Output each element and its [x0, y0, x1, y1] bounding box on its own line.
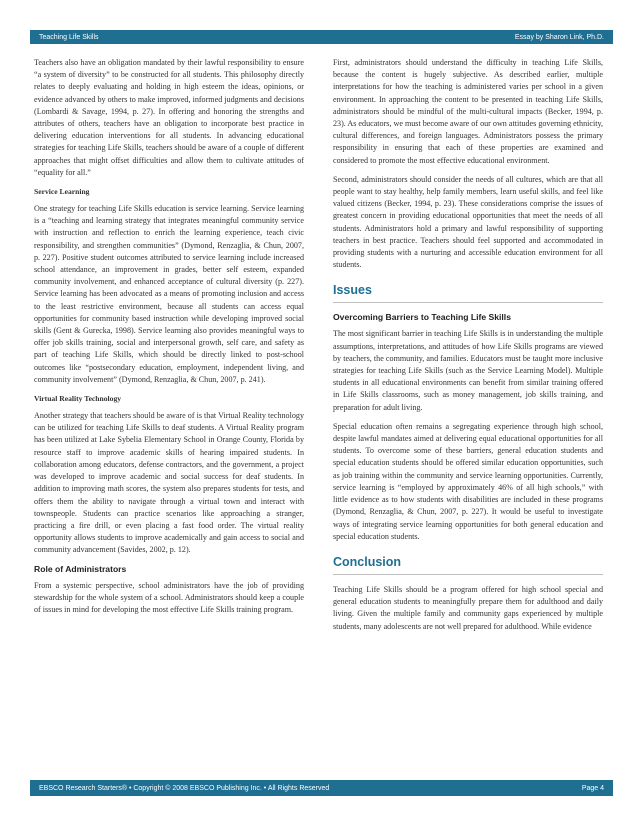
copyright-notice: EBSCO Research Starters® • Copyright © 2008 EBSCO Publishing Inc. • All Rights Reserved [39, 784, 330, 792]
major-heading-conclusion: Conclusion [333, 554, 402, 569]
divider [333, 302, 603, 303]
paragraph: Another strategy that teachers should be aware of is that Virtual Reality technology can be utilized for teaching Life Skills to deaf students. A Virtual Reality program has been utilized at Lake Sybelia Elementary School in Orange County, Florida by resource staff to improve academic skills of hearing impaired students. In collaboration among educators, defense contractors, and the government, a project was developed to improve academic and social success for deaf students. In addition to improving math scores, the system also prepares students for tests, and offers them the ability to navigate through a virtual town and interact with townspeople. Students can practice scenarios like approaching a stranger, practicing a fire drill, or even placing a fast food order. The virtual reality opportunity allows students to improve academically and gain access to social and community advancement (Savides, 2002, p. 12). [34, 411, 304, 555]
paragraph: Teaching Life Skills should be a program offered for high school special and general education students to meaningfully prepare them for adulthood and daily living. Given the multiple family and community gaps experienced by multiple students, many adolescents are not well prepared for adulthood. While evidence [333, 584, 603, 631]
paragraph: One strategy for teaching Life Skills education is service learning. Service learning is a “teaching and learning strategy that integrates meaningful community service with instruction and reflection to enrich the learning experience, teach civic responsibility, and strengthen communities” (Dymond, Renzaglia, & Chun, 2007, p. 227). Positive student outcomes attributed to service learning include increased school attendance, an improvement in grades, better self esteem, expanded community involvement, and enhanced acceptance of cultural diversity (p. 227). Service learning has been advocated as a means of promoting inclusion and access to the least restrictive environment, because all students can access equal opportunities for community based instruction while developing improved social skills (Gent & Gurecka, 1998). Service learning also provides meaningful ways to offer job skills training, social and interpersonal growth, self care, and safety as part of teaching Life Skills, which should be directly linked to post-school outcomes like “postsecondary education, employment, independent living, and community involvement” (Dymond, Renzaglia, & Chun, 2007, p. 241). [34, 204, 304, 384]
section-heading-administrators: Role of Administrators [34, 563, 127, 574]
header-author: Essay by Sharon Link, Ph.D. [514, 33, 604, 41]
header-title: Teaching Life Skills [39, 33, 99, 41]
page-number: Page 4 [581, 784, 604, 792]
section-heading-service-learning: Service Learning [34, 187, 90, 197]
left-column [34, 57, 304, 623]
paragraph: The most significant barrier in teaching Life Skills is in understanding the multiple assumptions, interpretations, and attitudes of how Life Skills programs are viewed by teachers, the community, and families. Educators must be taught more inclusive strategies for teaching Life Skills (such as the Service Learning Model). Multiple students in all educational environments can benefit from similar training offered in Life Skills classrooms, such as money management, job skills training, and preparation for adult living. [333, 329, 603, 412]
right-column [333, 57, 603, 640]
paragraph: First, administrators should understand the difficulty in teaching Life Skills, because the content is hugely subjective. As described earlier, multiple interpretations for how the teaching is administered varies per school in a given environment. In approaching the content to be presented in teaching Life Skills, administrators should be mindful of the multi-cultural impacts (Becker, 1994, p. 23). As educators, we must become aware of our own attitudes governing ethnicity, cultural differences, and foreign languages. Administrators possess the primary responsibility in ensuring that each of these properties are examined and considered to promote the most effective educational environment. [333, 58, 603, 165]
section-heading-virtual-reality: Virtual Reality Technology [34, 394, 122, 404]
section-heading-barriers: Overcoming Barriers to Teaching Life Skills [333, 312, 511, 323]
paragraph: From a systemic perspective, school administrators have the job of providing stewardship for the whole system of a school. Administrators should keep a couple of issues in mind for developing the most effective Life Skills training program. [34, 580, 304, 614]
major-heading-issues: Issues [333, 283, 372, 298]
running-header [30, 30, 613, 44]
paragraph: Teachers also have an obligation mandated by their lawful responsibility to ensure “a system of diversity” to be constructed for all students. This philosophy directly relates to deeply evaluating and holding in high esteem the ideas, opinions, or evidence advanced by others to make improved, informed judgments and decisions (Lombardi & Savage, 1994, p. 27). In offering and honoring the strengths and attributes of others, teachers have an obligation to incorporate best practice in delivering education interventions for all students. In advancing educational strategies for teaching Life Skills, teachers should be aware of a couple of different approaches that might offset difficulties and allow them to cultivate attitudes of “equality for all.” [34, 58, 304, 177]
paragraph: Second, administrators should consider the needs of all cultures, which are that all people want to stay healthy, help family members, learn useful skills, and feel like valued citizens (Becker, 1994, p. 23). These considerations comprise the issues of greatest concern in providing educational opportunities that meet the needs of all students. Administrators hold a primary and lawful responsibility of supporting teachers in best practice. Teachers should feel supported and accommodated in providing students with a nurturing and accessible education environment for all students. [333, 174, 603, 270]
paragraph: Special education often remains a segregating experience through high school, despite lawful mandates aimed at delivering equal educational opportunities for all students. To overcome some of these barriers, general education students and special education students should be offered similar education opportunities, such as job training within the community and service learning opportunities. Currently, service learning is “employed by approximately 46% of all high schools,” with little evidence as to how students with disabilities are included in these programs (Dymond, Renzaglia, & Chun, 2007, p. 227). It would be useful to investigate ways of integrating service learning opportunities for both general education and special education students. [333, 421, 603, 541]
running-footer [30, 780, 613, 796]
divider [333, 574, 603, 575]
